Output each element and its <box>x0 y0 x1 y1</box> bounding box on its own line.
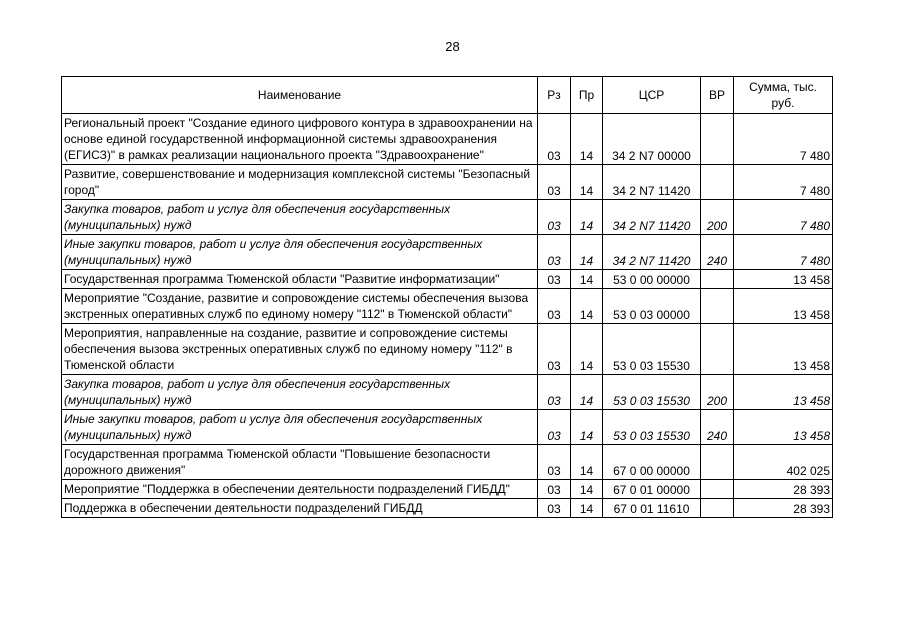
cell-rz: 03 <box>538 480 571 499</box>
cell-pr: 14 <box>571 200 603 235</box>
cell-pr: 14 <box>571 375 603 410</box>
cell-vr <box>701 480 734 499</box>
cell-name: Государственная программа Тюменской области "Повышение безопасности дорожного движения" <box>62 445 538 480</box>
cell-name: Закупка товаров, работ и услуг для обеспечения государственных (муниципальных) нужд <box>62 200 538 235</box>
table-row <box>62 270 833 289</box>
table-row <box>62 445 833 480</box>
cell-name: Иные закупки товаров, работ и услуг для обеспечения государственных (муниципальных) нужд <box>62 235 538 270</box>
cell-sum: 13 458 <box>734 410 833 445</box>
cell-rz: 03 <box>538 289 571 324</box>
cell-sum: 28 393 <box>734 480 833 499</box>
cell-pr: 14 <box>571 499 603 518</box>
cell-csr: 67 0 00 00000 <box>603 445 701 480</box>
page-number: 28 <box>445 39 460 54</box>
cell-name: Поддержка в обеспечении деятельности подразделений ГИБДД <box>62 499 538 518</box>
table-row <box>62 235 833 270</box>
cell-sum: 402 025 <box>734 445 833 480</box>
cell-sum: 13 458 <box>734 270 833 289</box>
cell-pr: 14 <box>571 165 603 200</box>
cell-rz: 03 <box>538 410 571 445</box>
cell-sum: 13 458 <box>734 375 833 410</box>
cell-vr <box>701 114 734 165</box>
cell-vr <box>701 445 734 480</box>
cell-csr: 34 2 N7 00000 <box>603 114 701 165</box>
cell-name: Региональный проект "Создание единого цифрового контура в здравоохранении на основе единой государственной информационной системы здравоохранения (ЕГИСЗ)" в рамках реализации национального проекта "Здравоохранение" <box>62 114 538 165</box>
table-row <box>62 200 833 235</box>
cell-pr: 14 <box>571 410 603 445</box>
cell-csr: 67 0 01 00000 <box>603 480 701 499</box>
cell-vr <box>701 499 734 518</box>
cell-csr: 34 2 N7 11420 <box>603 235 701 270</box>
cell-rz: 03 <box>538 200 571 235</box>
cell-name: Мероприятие "Поддержка в обеспечении деятельности подразделений ГИБДД" <box>62 480 538 499</box>
cell-csr: 53 0 03 15530 <box>603 324 701 375</box>
cell-csr: 53 0 03 00000 <box>603 289 701 324</box>
table-row <box>62 480 833 499</box>
cell-vr <box>701 289 734 324</box>
cell-name: Развитие, совершенствование и модернизация комплексной системы "Безопасный город" <box>62 165 538 200</box>
cell-sum: 7 480 <box>734 165 833 200</box>
cell-pr: 14 <box>571 324 603 375</box>
table-row <box>62 289 833 324</box>
cell-pr: 14 <box>571 445 603 480</box>
header-vr: ВР <box>701 77 734 114</box>
cell-sum: 7 480 <box>734 200 833 235</box>
header-sum: Сумма, тыс. руб. <box>734 77 833 114</box>
cell-rz: 03 <box>538 499 571 518</box>
cell-rz: 03 <box>538 165 571 200</box>
table-row <box>62 114 833 165</box>
header-rz: Рз <box>538 77 571 114</box>
cell-csr: 67 0 01 11610 <box>603 499 701 518</box>
cell-name: Мероприятие "Создание, развитие и сопровождение системы обеспечения вызова экстренных оперативных служб по единому номеру "112" в Тюменской области" <box>62 289 538 324</box>
header-name: Наименование <box>62 77 538 114</box>
cell-csr: 53 0 03 15530 <box>603 410 701 445</box>
table-row <box>62 410 833 445</box>
cell-csr: 53 0 00 00000 <box>603 270 701 289</box>
cell-sum: 7 480 <box>734 235 833 270</box>
cell-csr: 53 0 03 15530 <box>603 375 701 410</box>
cell-pr: 14 <box>571 270 603 289</box>
cell-name: Государственная программа Тюменской области "Развитие информатизации" <box>62 270 538 289</box>
header-pr: Пр <box>571 77 603 114</box>
cell-vr <box>701 324 734 375</box>
cell-rz: 03 <box>538 375 571 410</box>
cell-sum: 13 458 <box>734 324 833 375</box>
cell-sum: 13 458 <box>734 289 833 324</box>
cell-rz: 03 <box>538 445 571 480</box>
cell-name: Иные закупки товаров, работ и услуг для обеспечения государственных (муниципальных) нужд <box>62 410 538 445</box>
cell-csr: 34 2 N7 11420 <box>603 165 701 200</box>
header-csr: ЦСР <box>603 77 701 114</box>
cell-sum: 28 393 <box>734 499 833 518</box>
table-body <box>62 114 833 518</box>
cell-pr: 14 <box>571 235 603 270</box>
table-row <box>62 324 833 375</box>
budget-table <box>61 76 833 518</box>
table-row <box>62 165 833 200</box>
cell-vr: 200 <box>701 200 734 235</box>
table-header-row <box>62 77 833 114</box>
cell-vr: 200 <box>701 375 734 410</box>
cell-pr: 14 <box>571 480 603 499</box>
cell-vr <box>701 270 734 289</box>
cell-name: Мероприятия, направленные на создание, развитие и сопровождение системы обеспечения вызова экстренных оперативных служб по единому номеру "112" в Тюменской области <box>62 324 538 375</box>
cell-vr: 240 <box>701 235 734 270</box>
cell-csr: 34 2 N7 11420 <box>603 200 701 235</box>
cell-rz: 03 <box>538 270 571 289</box>
cell-name: Закупка товаров, работ и услуг для обеспечения государственных (муниципальных) нужд <box>62 375 538 410</box>
cell-sum: 7 480 <box>734 114 833 165</box>
cell-rz: 03 <box>538 235 571 270</box>
table-row <box>62 499 833 518</box>
table-row <box>62 375 833 410</box>
cell-vr <box>701 165 734 200</box>
cell-rz: 03 <box>538 114 571 165</box>
cell-pr: 14 <box>571 114 603 165</box>
cell-pr: 14 <box>571 289 603 324</box>
cell-vr: 240 <box>701 410 734 445</box>
cell-rz: 03 <box>538 324 571 375</box>
